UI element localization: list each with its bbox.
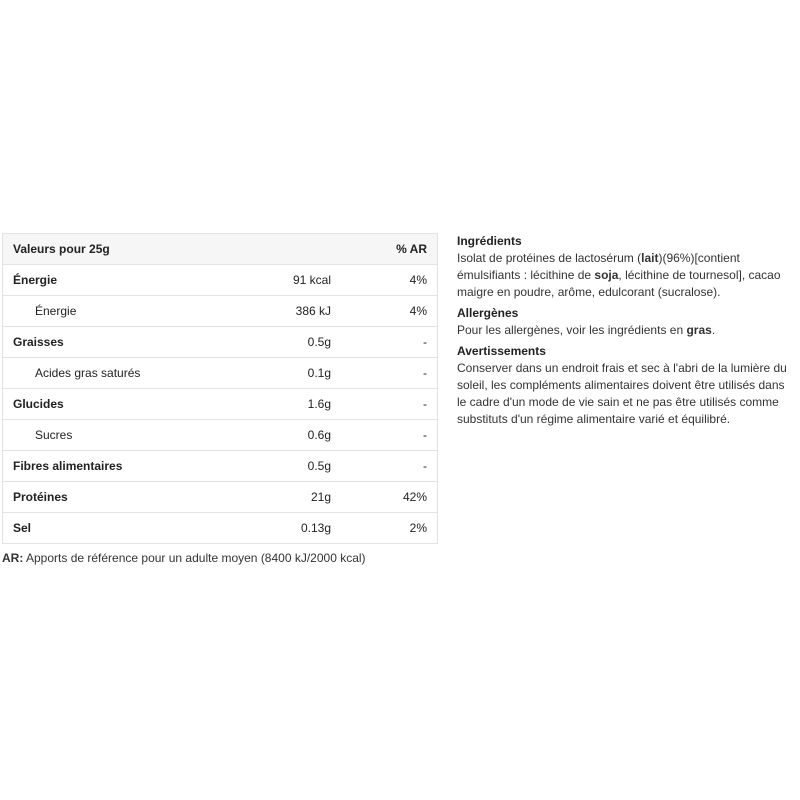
row-value: 0.5g [235,451,341,482]
table-header-row [3,234,438,265]
row-value: 1.6g [235,389,341,420]
row-pct: 2% [409,521,427,535]
product-info [457,233,797,432]
row-value: 91 kcal [235,265,341,296]
row-name: Énergie [3,265,236,296]
row-value: 0.13g [300,521,331,535]
allergens-bold-word: gras [686,323,712,337]
row-value: 0.1g [235,358,341,389]
row-name: Acides gras saturés [3,358,236,389]
header-pct: % AR [341,234,438,265]
row-pct: - [341,358,438,389]
table-row [3,265,438,296]
table-row [3,420,438,451]
nutrition-table [2,233,438,544]
ingredients-text: Isolat de protéines de lactosérum (lait)(96%)[contient émulsifiants : lécithine de soja, lécithine de tournesol], cacao maigre en poudre, arôme, edulcorant (sucralose). [457,251,781,299]
row-pct: 4% [341,296,438,327]
row-name: Sel [13,521,32,535]
row-pct: 42% [341,482,438,513]
row-name: Graisses [3,327,236,358]
row-pct: - [341,327,438,358]
table-row [3,358,438,389]
table-row [3,296,438,327]
row-pct: 4% [341,265,438,296]
row-name: Glucides [3,389,236,420]
row-name: Protéines [3,482,236,513]
table-row [3,451,438,482]
reference-footnote [2,551,366,565]
row-name: Énergie [3,296,236,327]
footnote-label: AR: [2,551,24,565]
allergens-title: Allergènes [457,306,519,320]
table-row [3,389,438,420]
row-name: Fibres alimentaires [3,451,236,482]
table-row [3,482,438,513]
row-value: 386 kJ [235,296,341,327]
row-value: 21g [235,482,341,513]
row-pct: - [341,420,438,451]
warnings-title: Avertissements [457,344,546,358]
row-value: 0.6g [235,420,341,451]
row-name: Sucres [3,420,236,451]
header-label: Valeurs pour 25g [3,234,342,265]
warnings-text: Conserver dans un endroit frais et sec à l'abri de la lumière du soleil, les compléments alimentaires doivent être utilisés dans le cadre d'un mode de vie sain et ne pas être utilisés comme substituts d'un régime alimentaire varié et équilibré. [457,361,787,426]
row-value: 0.5g [235,327,341,358]
ingredients-title: Ingrédients [457,234,522,248]
row-pct: - [341,451,438,482]
allergen-milk: lait [641,251,659,265]
allergens-text: Pour les allergènes, voir les ingrédients en gras. [457,323,716,337]
nutrition-table-container [2,233,438,544]
table-row [3,513,438,544]
footnote-text: Apports de référence pour un adulte moyen (8400 kJ/2000 kcal) [23,551,366,565]
table-row [3,327,438,358]
allergen-soy: soja [594,268,619,282]
row-pct: - [341,389,438,420]
